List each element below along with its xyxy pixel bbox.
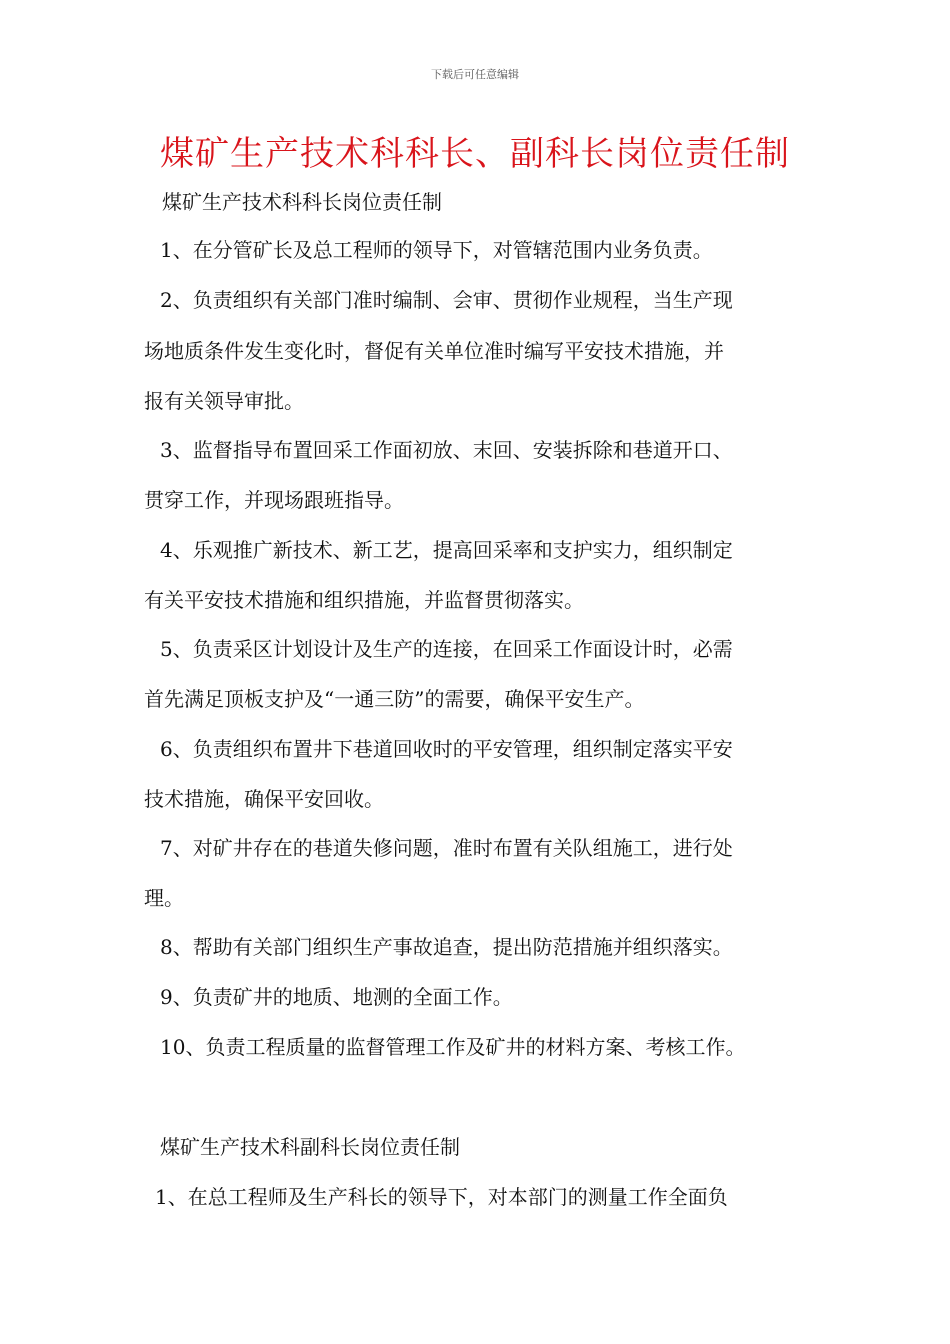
paragraph-line: 1、在总工程师及生产科长的领导下，对本部门的测量工作全面负: [155, 1185, 728, 1209]
paragraph-line: 7、对矿井存在的巷道失修问题，准时布置有关队组施工，进行处: [160, 836, 733, 860]
paragraph-line: 2、负责组织有关部门准时编制、会审、贯彻作业规程，当生产现: [160, 288, 733, 312]
paragraph-line: 1、在分管矿长及总工程师的领导下，对管辖范围内业务负责。: [160, 238, 713, 262]
paragraph-line: 理。: [144, 886, 184, 910]
paragraph-line: 8、帮助有关部门组织生产事故追查，提出防范措施并组织落实。: [160, 935, 733, 959]
paragraph-line: 10、负责工程质量的监督管理工作及矿井的材料方案、考核工作。: [160, 1035, 746, 1059]
paragraph-line: 有关平安技术措施和组织措施，并监督贯彻落实。: [144, 588, 584, 612]
paragraph-line: 4、乐观推广新技术、新工艺，提高回采率和支护实力，组织制定: [160, 538, 733, 562]
paragraph-line: 报有关领导审批。: [144, 389, 304, 413]
paragraph-line: 场地质条件发生变化时，督促有关单位准时编写平安技术措施，并: [144, 339, 724, 363]
paragraph-line: 3、监督指导布置回采工作面初放、末回、安装拆除和巷道开口、: [160, 438, 733, 462]
paragraph-line: 5、负责采区计划设计及生产的连接，在回采工作面设计时，必需: [160, 637, 733, 661]
section1-heading: 煤矿生产技术科科长岗位责任制: [162, 190, 442, 214]
paragraph-line: 技术措施，确保平安回收。: [144, 787, 384, 811]
paragraph-line: 贯穿工作，并现场跟班指导。: [144, 488, 404, 512]
document-title: 煤矿生产技术科科长、副科长岗位责任制: [160, 134, 790, 174]
paragraph-line: 9、负责矿井的地质、地测的全面工作。: [160, 985, 513, 1009]
section2-heading: 煤矿生产技术科副科长岗位责任制: [160, 1135, 460, 1159]
paragraph-line: 首先满足顶板支护及“一通三防”的需要，确保平安生产。: [144, 687, 645, 711]
header-note: 下载后可任意编辑: [431, 68, 519, 81]
paragraph-line: 6、负责组织布置井下巷道回收时的平安管理，组织制定落实平安: [160, 737, 733, 761]
